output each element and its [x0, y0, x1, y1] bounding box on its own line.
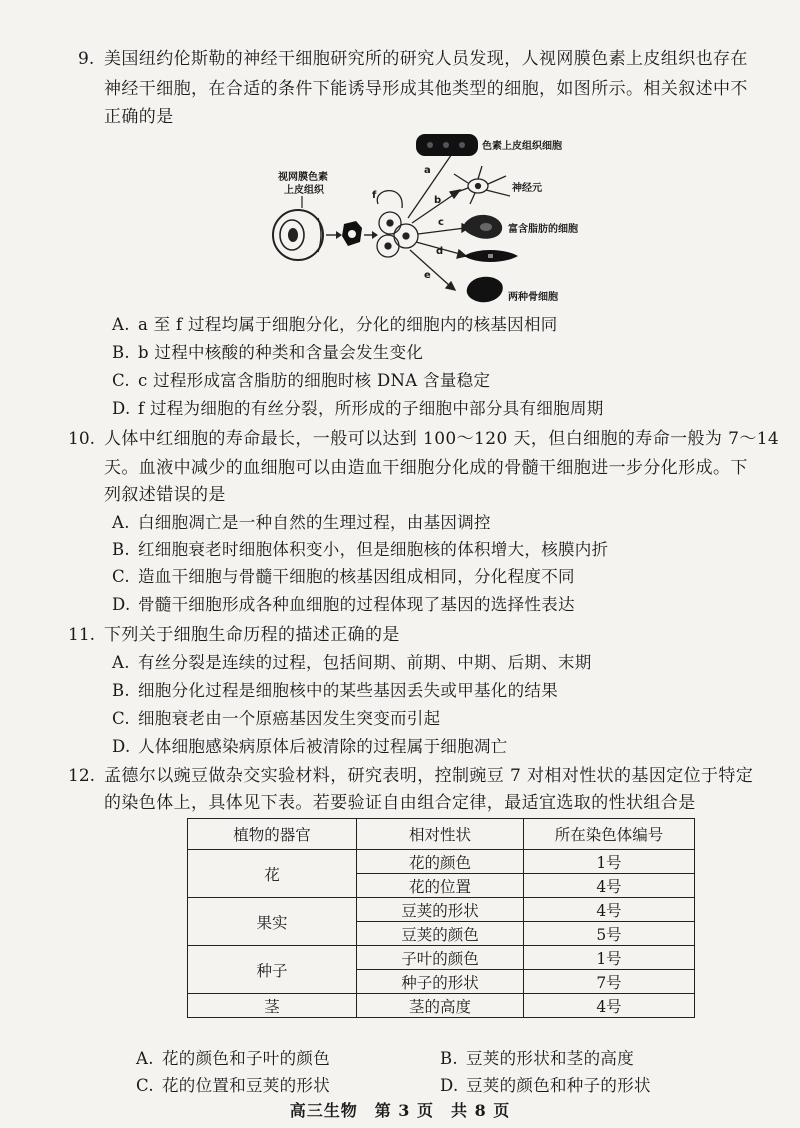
question-10-option-a: A. 白细胞凋亡是一种自然的生理过程，由基因调控 [112, 513, 491, 532]
question-9-stem-line-3: 正确的是 [104, 107, 174, 127]
table-cell-trait: 种子的形状 [357, 970, 524, 994]
table-cell-chromosome: 4号 [524, 994, 695, 1018]
table-cell-organ-flower: 花 [188, 850, 357, 898]
table-row [188, 850, 695, 874]
stem-cell-drawing [342, 221, 362, 246]
eye-drawing [273, 210, 323, 260]
table-row [188, 898, 695, 922]
question-9-number: 9. [78, 49, 95, 69]
table-cell-organ-fruit: 果实 [188, 898, 357, 946]
table-cell-organ-stem: 茎 [188, 994, 357, 1018]
question-10-option-d: D. 骨髓干细胞形成各种血细胞的过程体现了基因的选择性表达 [112, 595, 575, 614]
target-label-bone-cells: 两种骨细胞 [508, 292, 558, 303]
table-cell-trait: 茎的高度 [357, 994, 524, 1018]
table-cell-trait: 豆荚的颜色 [357, 922, 524, 946]
target-label-pigment-cells: 色素上皮组织细胞 [482, 141, 562, 152]
question-10-stem-line-1: 人体中红细胞的寿命最长，一般可以达到 100～120 天，但白细胞的寿命一般为 7～14 [104, 429, 780, 449]
question-9-option-d: D. f 过程为细胞的有丝分裂，所形成的子细胞中部分具有细胞周期 [112, 399, 604, 418]
question-12-option-a: A. 花的颜色和子叶的颜色 [136, 1049, 330, 1068]
table-cell-trait: 花的颜色 [357, 850, 524, 874]
chromosome-trait-table [187, 818, 695, 1018]
pigment-epithelium-cells-drawing [416, 134, 478, 156]
neuron-drawing [452, 166, 510, 204]
table-header-trait: 相对性状 [357, 819, 524, 850]
question-10-number: 10. [68, 429, 96, 449]
question-12-option-d: D. 豆荚的颜色和种子的形状 [440, 1076, 651, 1095]
figure-source-label-2: 上皮组织 [284, 185, 324, 196]
question-10-option-b: B. 红细胞衰老时细胞体积变小，但是细胞核的体积增大，核膜内折 [112, 540, 609, 559]
table-cell-chromosome: 5号 [524, 922, 695, 946]
question-12-option-b: B. 豆荚的形状和茎的高度 [440, 1049, 634, 1068]
arrow-label-a: a [424, 165, 431, 176]
table-cell-chromosome: 1号 [524, 946, 695, 970]
question-10-stem-line-3: 列叙述错误的是 [104, 485, 226, 505]
question-9-option-c: C. c 过程形成富含脂肪的细胞时核 DNA 含量稳定 [112, 371, 491, 390]
fat-cell-drawing [464, 215, 502, 239]
arrow-label-c: c [438, 217, 444, 228]
question-12-number: 12. [68, 766, 96, 786]
bone-cells-drawing [467, 277, 503, 303]
table-row [188, 994, 695, 1018]
table-header-organ: 植物的器官 [188, 819, 357, 850]
table-cell-trait: 花的位置 [357, 874, 524, 898]
question-12-option-c: C. 花的位置和豆荚的形状 [136, 1076, 330, 1095]
target-label-neuron: 神经元 [512, 183, 542, 194]
table-cell-organ-seed: 种子 [188, 946, 357, 994]
table-cell-trait: 子叶的颜色 [357, 946, 524, 970]
question-12-stem-line-1: 孟德尔以豌豆做杂交实验材料，研究表明，控制豌豆 7 对相对性状的基因定位于特定 [104, 766, 754, 786]
arrow-label-f: f [372, 190, 377, 201]
question-11-option-c: C. 细胞衰老由一个原癌基因发生突变而引起 [112, 709, 441, 728]
figure-source-label-1: 视网膜色素 [278, 172, 328, 183]
question-9-option-a: A. a 至 f 过程均属于细胞分化，分化的细胞内的核基因相同 [112, 315, 558, 334]
question-12-stem-line-2: 的染色体上，具体见下表。若要验证自由组合定律，最适宜选取的性状组合是 [104, 793, 696, 813]
table-cell-chromosome: 4号 [524, 898, 695, 922]
question-11-option-a: A. 有丝分裂是连续的过程，包括间期、前期、中期、后期、末期 [112, 653, 592, 672]
table-cell-chromosome: 1号 [524, 850, 695, 874]
question-11-number: 11. [68, 625, 96, 645]
question-9-option-b: B. b 过程中核酸的种类和含量会发生变化 [112, 343, 424, 362]
table-cell-chromosome: 4号 [524, 874, 695, 898]
question-9-stem-line-1: 美国纽约伦斯勒的神经干细胞研究所的研究人员发现，人视网膜色素上皮组织也存在 [104, 49, 748, 69]
arrow-label-d: d [436, 246, 444, 257]
spindle-cell-drawing [464, 250, 518, 262]
question-10-stem-line-2: 天。血液中减少的血细胞可以由造血干细胞分化成的骨髓干细胞进一步分化形成。下 [104, 458, 748, 478]
table-row [188, 946, 695, 970]
cell-differentiation-figure [260, 128, 600, 313]
page-footer: 高三生物 第 3 页 共 8 页 [289, 1101, 511, 1120]
table-cell-chromosome: 7号 [524, 970, 695, 994]
arrow-label-e: e [424, 270, 431, 281]
question-11-option-b: B. 细胞分化过程是细胞核中的某些基因丢失或甲基化的结果 [112, 681, 558, 700]
table-cell-trait: 豆荚的形状 [357, 898, 524, 922]
arrow-label-b: b [434, 195, 442, 206]
dividing-cells-drawing [377, 191, 418, 257]
question-9-stem-line-2: 神经干细胞，在合适的条件下能诱导形成其他类型的细胞，如图所示。相关叙述中不 [104, 79, 748, 99]
target-label-fat-cell: 富含脂肪的细胞 [508, 224, 578, 235]
question-11-option-d: D. 人体细胞感染病原体后被清除的过程属于细胞凋亡 [112, 737, 508, 756]
table-header-chromosome: 所在染色体编号 [524, 819, 695, 850]
table-header-row [188, 819, 695, 850]
question-10-option-c: C. 造血干细胞与骨髓干细胞的核基因组成相同，分化程度不同 [112, 567, 575, 586]
question-11-stem-line-1: 下列关于细胞生命历程的描述正确的是 [104, 625, 400, 645]
